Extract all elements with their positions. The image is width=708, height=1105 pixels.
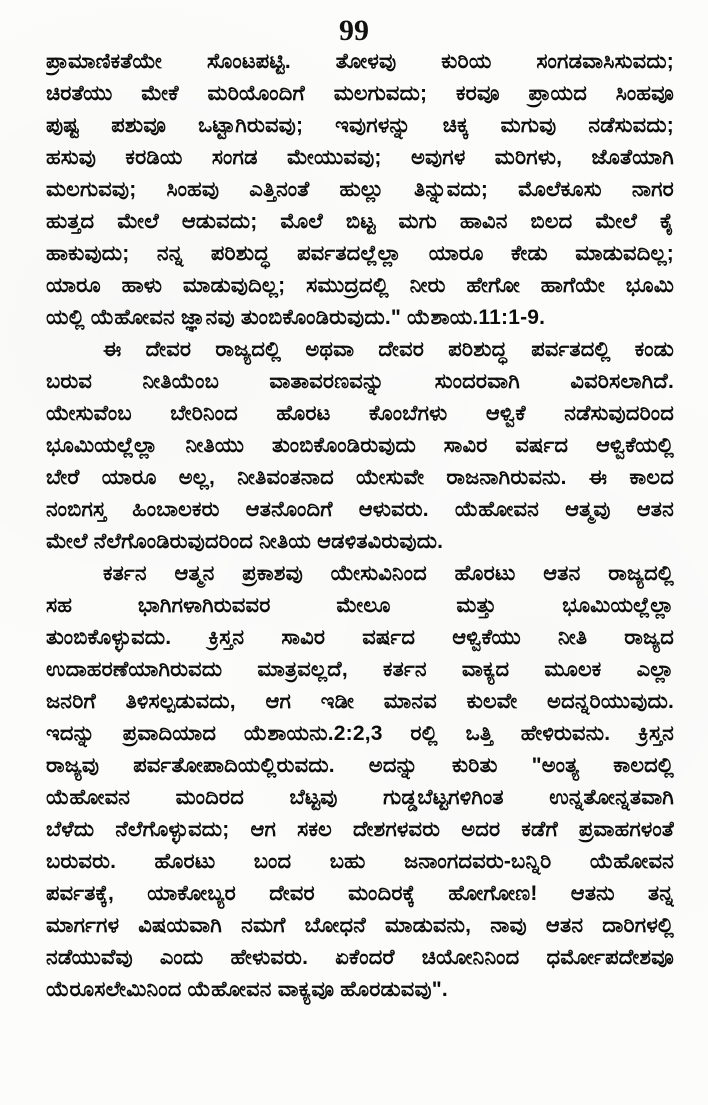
text-line: ಕರ್ತನ ಆತ್ಮನ ಪ್ರಕಾಶವು ಯೇಸುವಿನಿಂದ ಹೊರಟು ಆತನ ರಾಜ್ಯದಲ್ಲಿ xyxy=(103,562,674,585)
page-text-block xyxy=(46,46,674,1006)
text-line: ಯೆರೂಸಲೇಮಿನಿಂದ ಯೆಹೋವನ ವಾಕ್ಯವೂ ಹೊರಡುವವು". xyxy=(46,978,448,1001)
text-line: ಯಲ್ಲಿ ಯೆಹೋವನ ಜ್ಞಾನವು ತುಂಬಿಕೊಂಡಿರುವುದು." ಯೆಶಾಯ.11:1-9. xyxy=(46,306,546,329)
text-line: ಚಿರತೆಯು ಮೇಕೆ ಮರಿಯೊಂದಿಗೆ ಮಲಗುವದು; ಕರವೂ ಪ್ರಾಯದ ಸಿಂಹವೂ xyxy=(46,82,674,105)
text-line: ನಡೆಯುವೆವು ಎಂದು ಹೇಳುವರು. ಏಕೆಂದರೆ ಚಿಯೋನಿನಿಂದ ಧರ್ಮೋಪದೇಶವೂ xyxy=(46,946,674,969)
text-line: ತುಂಬಿಕೊಳ್ಳುವದು. ಕ್ರಿಸ್ತನ ಸಾವಿರ ವರ್ಷದ ಆಳ್ವಿಕೆಯು ನೀತಿ ರಾಜ್ಯದ xyxy=(46,626,674,649)
text-line: ಮೇಲೆ ನೆಲೆಗೊಂಡಿರುವುದರಿಂದ ನೀತಿಯ ಆಡಳಿತವಿರುವುದು. xyxy=(46,530,444,553)
text-line: ಇದನ್ನು ಪ್ರವಾದಿಯಾದ ಯೆಶಾಯನು.2:2,3 ರಲ್ಲಿ ಒತ್ತಿ ಹೇಳಿರುವನು. ಕ್ರಿಸ್ತನ xyxy=(46,722,674,745)
paragraph xyxy=(46,46,674,334)
text-line: ಪ್ರಾಮಾಣಿಕತೆಯೇ ಸೊಂಟಪಟ್ಟಿ. ತೋಳವು ಕುರಿಯ ಸಂಗಡವಾಸಿಸುವದು; xyxy=(46,50,674,73)
text-line: ಭೂಮಿಯಲ್ಲೆಲ್ಲಾ ನೀತಿಯು ತುಂಬಿಕೊಂಡಿರುವುದು ಸಾವಿರ ವರ್ಷದ ಆಳ್ವಿಕೆಯಲ್ಲಿ xyxy=(46,434,674,457)
text-line: ರಾಜ್ಯವು ಪರ್ವತೋಪಾದಿಯಲ್ಲಿರುವದು. ಅದನ್ನು ಕುರಿತು "ಅಂತ್ಯ ಕಾಲದಲ್ಲಿ xyxy=(46,754,674,777)
text-line: ಸಹ ಭಾಗಿಗಳಾಗಿರುವವರ ಮೇಲೂ ಮತ್ತು ಭೂಮಿಯಲ್ಲೆಲ್ಲಾ xyxy=(46,594,674,617)
text-line: ಜನರಿಗೆ ತಿಳಿಸಲ್ಪಡುವದು, ಆಗ ಇಡೀ ಮಾನವ ಕುಲವೇ ಅದನ್ನರಿಯುವುದು. xyxy=(46,690,674,713)
text-line: ಪುಷ್ಟ ಪಶುವೂ ಒಟ್ಟಾಗಿರುವವು; ಇವುಗಳನ್ನು ಚಿಕ್ಕ ಮಗುವು ನಡೆಸುವದು; xyxy=(46,114,674,137)
paragraph xyxy=(46,558,674,1006)
text-line: ಬೇರೆ ಯಾರೂ ಅಲ್ಲ, ನೀತಿವಂತನಾದ ಯೇಸುವೇ ರಾಜನಾಗಿರುವನು. ಈ ಕಾಲದ xyxy=(46,466,674,489)
paragraph xyxy=(46,334,674,558)
text-line: ಹಸುವು ಕರಡಿಯ ಸಂಗಡ ಮೇಯುವವು; ಅವುಗಳ ಮರಿಗಳು, ಜೊತೆಯಾಗಿ xyxy=(46,146,674,169)
text-line: ಈ ದೇವರ ರಾಜ್ಯದಲ್ಲಿ ಅಥವಾ ದೇವರ ಪರಿಶುದ್ಧ ಪರ್ವತದಲ್ಲಿ ಕಂಡು xyxy=(103,338,674,361)
text-line: ನಂಬಿಗಸ್ತ ಹಿಂಬಾಲಕರು ಆತನೊಂದಿಗೆ ಆಳುವರು. ಯೆಹೋವನ ಆತ್ಮವು ಆತನ xyxy=(46,498,674,521)
text-line: ಪರ್ವತಕ್ಕೆ, ಯಾಕೋಬ್ಯರ ದೇವರ ಮಂದಿರಕ್ಕೆ ಹೋಗೋಣ! ಆತನು ತನ್ನ xyxy=(46,882,674,905)
text-line: ಬರುವ ನೀತಿಯೆಂಬ ವಾತಾವರಣವನ್ನು ಸುಂದರವಾಗಿ ವಿವರಿಸಲಾಗಿದೆ. xyxy=(46,370,674,393)
text-line: ಹುತ್ತದ ಮೇಲೆ ಆಡುವದು; ಮೊಲೆ ಬಿಟ್ಟ ಮಗು ಹಾವಿನ ಬಿಲದ ಮೇಲೆ ಕೈ xyxy=(46,210,674,233)
text-line: ಯಾರೂ ಹಾಳು ಮಾಡುವುದಿಲ್ಲ; ಸಮುದ್ರದಲ್ಲಿ ನೀರು ಹೇಗೋ ಹಾಗೆಯೇ ಭೂಮಿ xyxy=(46,274,674,297)
text-line: ಬೆಳೆದು ನೆಲೆಗೊಳ್ಳುವದು; ಆಗ ಸಕಲ ದೇಶಗಳವರು ಅದರ ಕಡೆಗೆ ಪ್ರವಾಹಗಳಂತೆ xyxy=(46,818,674,841)
text-line: ಯೇಸುವೆಂಬ ಬೇರಿನಿಂದ ಹೊರಟ ಕೊಂಬೆಗಳು ಆಳ್ವಿಕೆ ನಡೆಸುವುದರಿಂದ xyxy=(46,402,674,425)
text-line: ಹಾಕುವುದು; ನನ್ನ ಪರಿಶುದ್ಧ ಪರ್ವತದಲ್ಲೆಲ್ಲಾ ಯಾರೂ ಕೇಡು ಮಾಡುವದಿಲ್ಲ; xyxy=(46,242,674,265)
text-line: ಉದಾಹರಣೆಯಾಗಿರುವದು ಮಾತ್ರವಲ್ಲದೆ, ಕರ್ತನ ವಾಕ್ಯದ ಮೂಲಕ ಎಲ್ಲಾ xyxy=(46,658,674,681)
text-line: ಬರುವರು. ಹೊರಟು ಬಂದ ಬಹು ಜನಾಂಗದವರು-ಬನ್ನಿರಿ ಯೆಹೋವನ xyxy=(46,850,674,873)
text-line: ಮಾರ್ಗಗಳ ವಿಷಯವಾಗಿ ನಮಗೆ ಬೋಧನೆ ಮಾಡುವನು, ನಾವು ಆತನ ದಾರಿಗಳಲ್ಲಿ xyxy=(46,914,674,937)
text-line: ಮಲಗುವವು; ಸಿಂಹವು ಎತ್ತಿನಂತೆ ಹುಲ್ಲು ತಿನ್ನುವದು; ಮೊಲೆಕೂಸು ನಾಗರ xyxy=(46,178,674,201)
page-number: 99 xyxy=(339,14,369,47)
text-line: ಯೆಹೋವನ ಮಂದಿರದ ಬೆಟ್ಟವು ಗುಡ್ಡಬೆಟ್ಟಗಳಿಗಿಂತ ಉನ್ನತೋನ್ನತವಾಗಿ xyxy=(46,786,674,809)
